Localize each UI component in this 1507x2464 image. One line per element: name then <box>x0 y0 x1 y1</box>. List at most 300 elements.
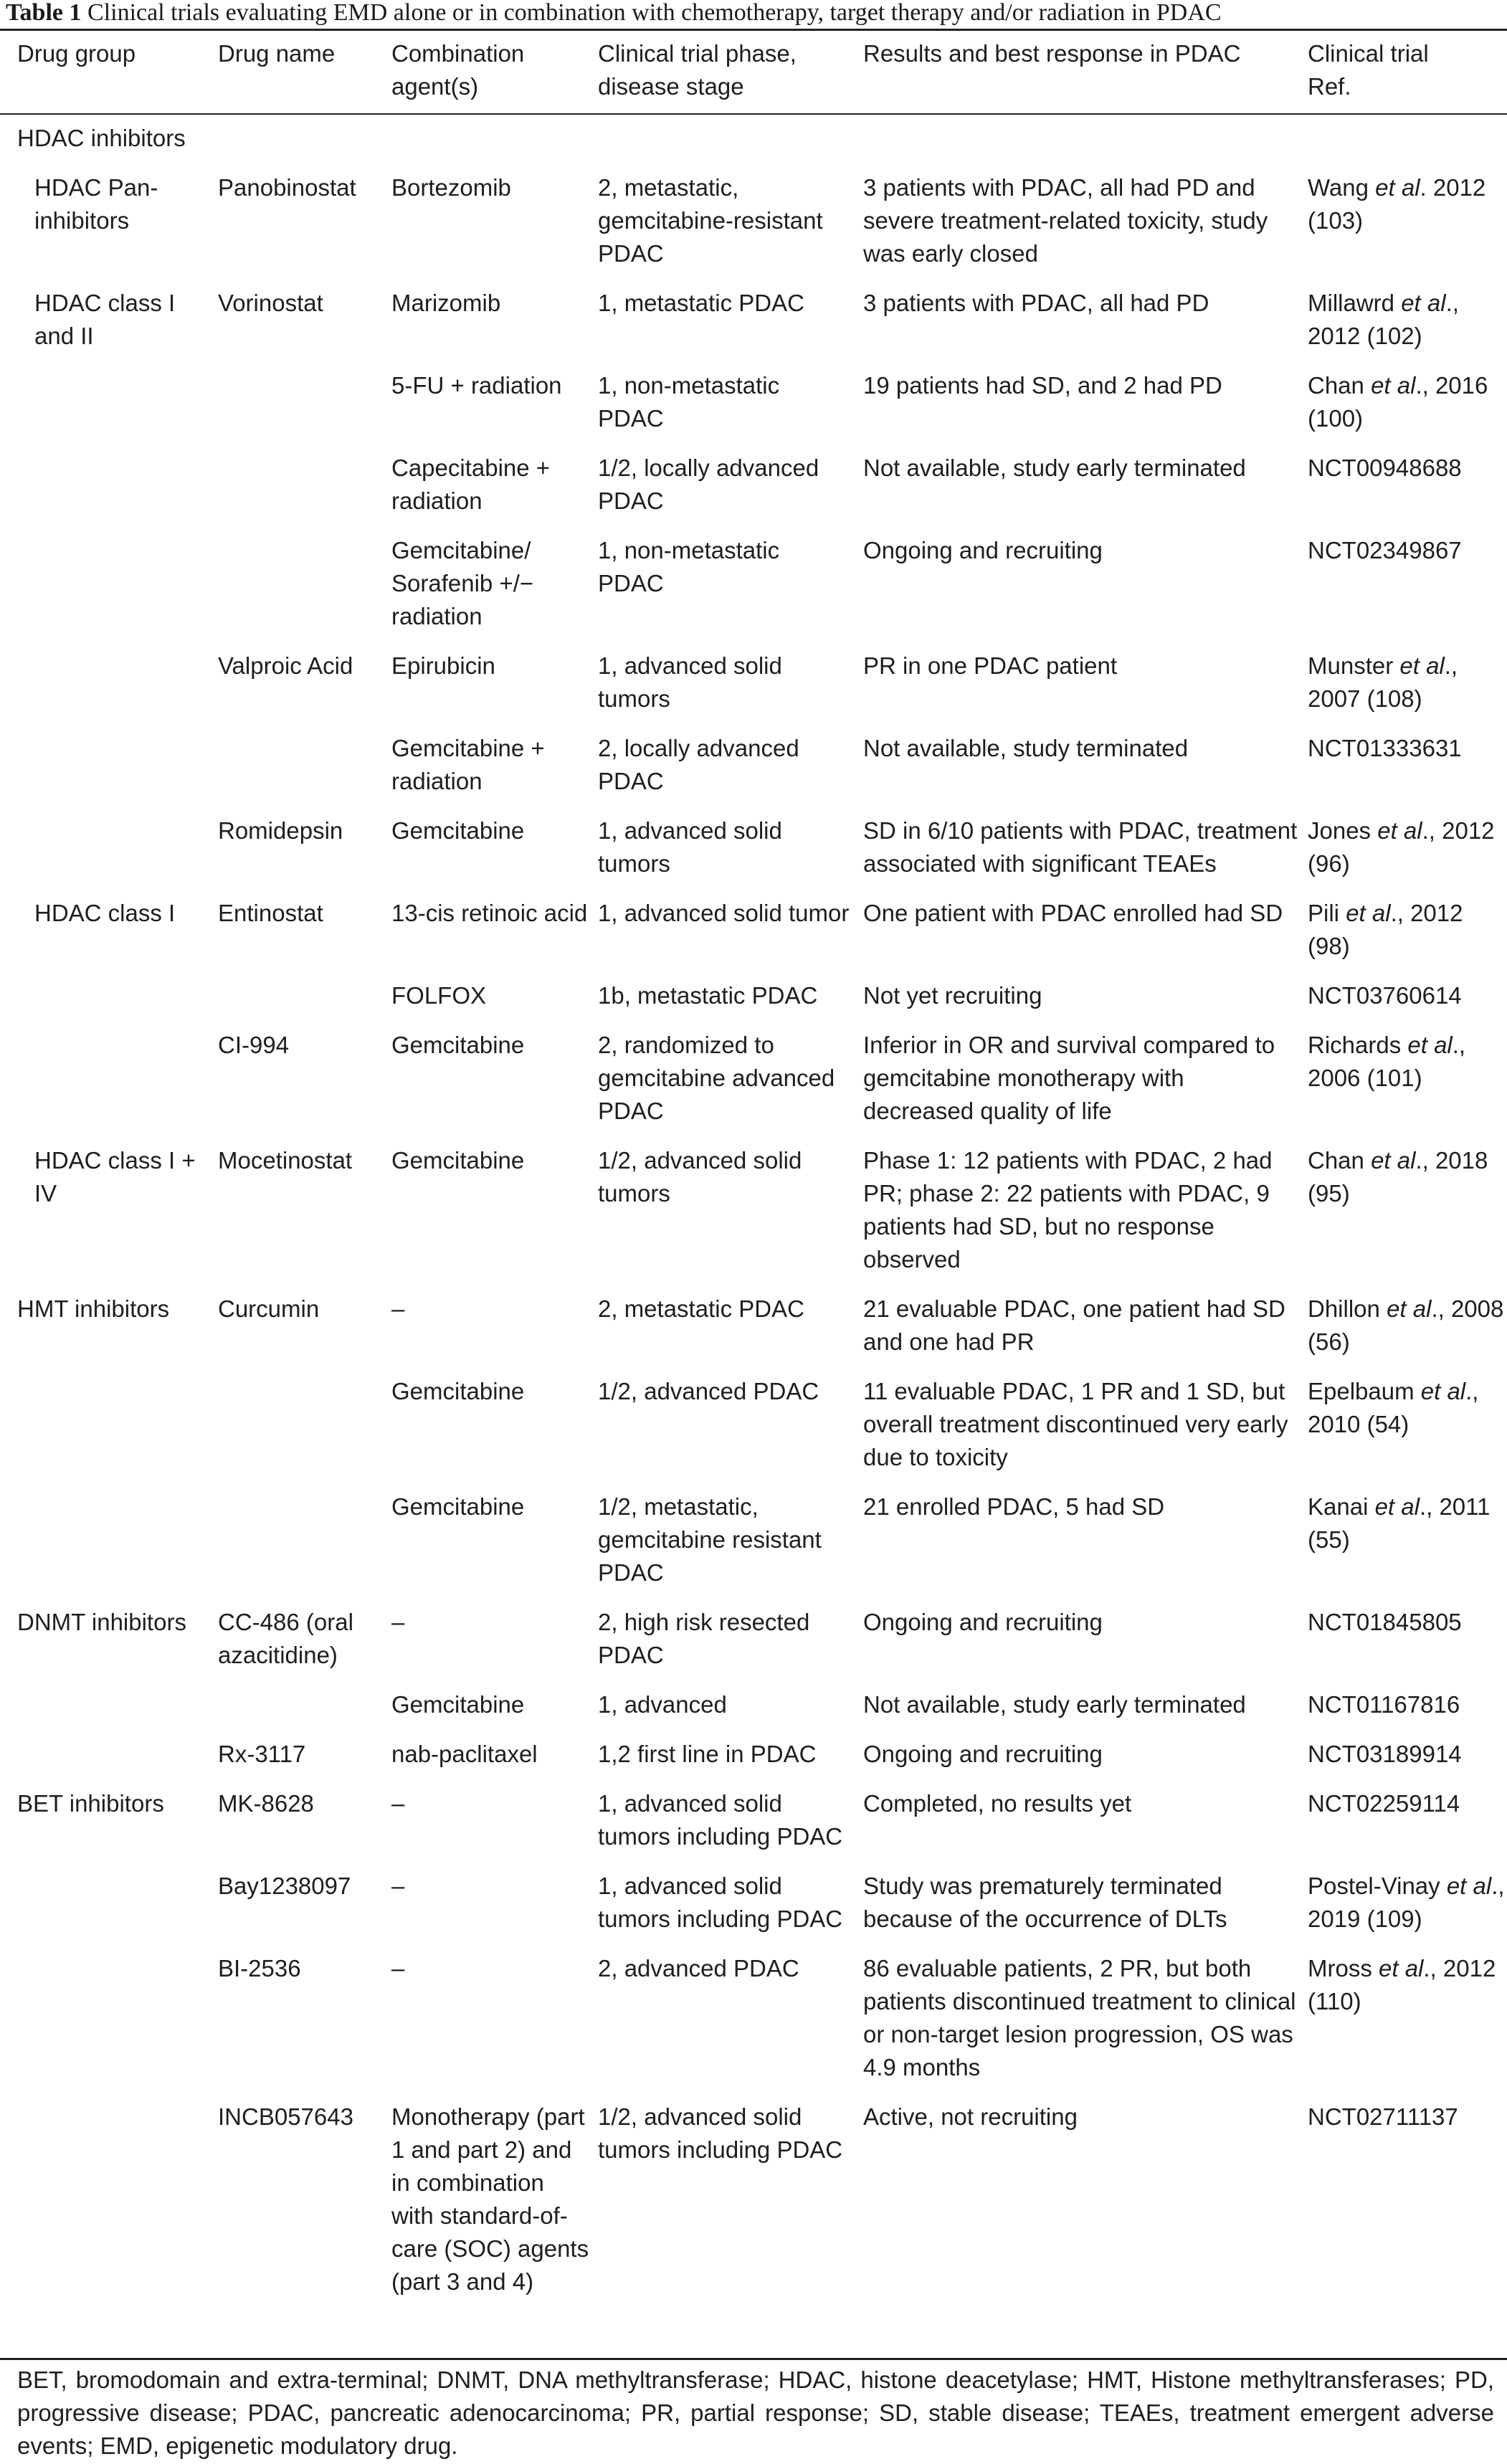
trial-ref-cell <box>1308 1870 1507 1952</box>
table-caption <box>6 0 1504 26</box>
result-text: Ongoing and recruiting <box>863 537 1103 563</box>
drug-name-cell <box>218 113 391 171</box>
drug-group-text <box>34 732 218 748</box>
trial-phase-cell <box>598 369 863 452</box>
result-cell <box>863 979 1308 1029</box>
combination-agent-cell <box>391 1787 598 1870</box>
bottom-rule <box>0 2358 1507 2360</box>
drug-group-cell <box>0 732 218 814</box>
ref-author: NCT03189914 <box>1308 1741 1462 1767</box>
column-header-trial-phase: Clinical trial phase, disease stage <box>598 40 797 100</box>
ref-author: Richards <box>1308 1032 1408 1058</box>
combination-agent-text: Gemcitabine <box>391 1493 525 1520</box>
ref-et-al: et al <box>1374 1493 1420 1520</box>
drug-name-cell <box>218 1952 391 2101</box>
trial-ref-cell <box>1308 979 1507 1029</box>
result-text: 3 patients with PDAC, all had PD and severe treatment-related toxicity, study was early closed <box>863 174 1268 267</box>
result-text: Active, not recruiting <box>863 2103 1078 2130</box>
combination-agent-text: Gemcitabine <box>391 817 525 844</box>
drug-group-text <box>34 979 218 996</box>
drug-group-text <box>34 452 218 468</box>
drug-name-cell <box>218 1293 391 1375</box>
ref-year: ., 2006 (101) <box>1308 1032 1466 1091</box>
combination-agent-cell <box>391 650 598 732</box>
table-row <box>0 113 1507 171</box>
trial-ref-cell <box>1308 1144 1507 1293</box>
result-text: 11 evaluable PDAC, 1 PR and 1 SD, but overall treatment discontinued very early due to toxicity <box>863 1378 1288 1470</box>
drug-group-text <box>34 369 218 386</box>
drug-group-text <box>17 1870 218 1886</box>
ref-author: NCT03760614 <box>1308 982 1462 1009</box>
trial-phase-cell <box>598 1606 863 1688</box>
result-cell <box>863 1738 1308 1787</box>
table-row <box>0 1144 1507 1293</box>
column-header-drug-name: Drug name <box>218 40 336 67</box>
drug-group-text <box>17 1375 218 1392</box>
combination-agent-text: 5-FU + radiation <box>391 372 562 399</box>
trial-phase-text: 2, metastatic, gemcitabine-resistant PDAC <box>598 174 823 267</box>
combination-agent-text: – <box>391 1609 405 1635</box>
table-row <box>0 1738 1507 1787</box>
table-row <box>0 1606 1507 1688</box>
trial-phase-cell <box>598 534 863 650</box>
drug-group-cell <box>0 113 218 171</box>
trial-phase-text: 1, advanced <box>598 1691 727 1718</box>
trial-phase-text: 1/2, advanced solid tumors <box>598 1147 802 1207</box>
drug-group-cell <box>0 1144 218 1293</box>
table-row <box>0 2101 1507 2315</box>
table-row <box>0 814 1507 897</box>
drug-name-text: MK-8628 <box>218 1790 314 1817</box>
result-cell <box>863 1606 1308 1688</box>
combination-agent-cell <box>391 369 598 452</box>
table-row <box>0 287 1507 369</box>
result-text: SD in 6/10 patients with PDAC, treatment associated with significant TEAEs <box>863 817 1298 877</box>
drug-group-text <box>34 1029 218 1045</box>
result-cell <box>863 452 1308 534</box>
table-title: Clinical trials evaluating EMD alone or in combination with chemotherapy, target therapy and/or radiation in PDAC <box>87 0 1222 26</box>
result-text: Inferior in OR and survival compared to gemcitabine monotherapy with decreased quality of life <box>863 1032 1275 1124</box>
trial-ref-cell <box>1308 534 1507 650</box>
ref-author: Wang <box>1308 174 1376 201</box>
combination-agent-cell <box>391 1606 598 1688</box>
drug-name-text <box>218 369 391 386</box>
combination-agent-cell <box>391 1375 598 1490</box>
drug-name-text <box>218 534 391 551</box>
ref-et-al: et al <box>1401 290 1446 316</box>
drug-group-text: HDAC class I + IV <box>34 1147 196 1207</box>
ref-author: NCT02259114 <box>1308 1790 1460 1817</box>
drug-name-text: Romidepsin <box>218 817 343 844</box>
drug-name-cell <box>218 1144 391 1293</box>
combination-agent-text: Gemcitabine/ Sorafenib +/− radiation <box>391 537 534 629</box>
trial-phase-text: 1, non-metastatic PDAC <box>598 372 780 432</box>
result-cell <box>863 814 1308 897</box>
combination-agent-cell <box>391 452 598 534</box>
trial-phase-cell <box>598 1688 863 1738</box>
trial-phase-cell <box>598 171 863 287</box>
table-row <box>0 1870 1507 1952</box>
drug-name-text: Panobinostat <box>218 174 356 201</box>
drug-name-cell <box>218 650 391 732</box>
trial-phase-text: 1/2, advanced PDAC <box>598 1378 819 1404</box>
ref-year: ., 2012 (102) <box>1308 290 1459 349</box>
combination-agent-cell <box>391 814 598 897</box>
result-cell <box>863 369 1308 452</box>
drug-name-cell <box>218 369 391 452</box>
trial-phase-cell <box>598 1952 863 2101</box>
result-cell <box>863 897 1308 979</box>
drug-name-cell <box>218 2101 391 2315</box>
ref-author: NCT00948688 <box>1308 455 1462 481</box>
result-text: PR in one PDAC patient <box>863 652 1118 679</box>
trial-phase-text: 1, advanced solid tumors including PDAC <box>598 1873 843 1932</box>
result-cell <box>863 1375 1308 1490</box>
drug-name-cell <box>218 1490 391 1606</box>
ref-author: Chan <box>1308 372 1371 399</box>
trial-phase-text: 1/2, advanced solid tumors including PDAC <box>598 2103 843 2163</box>
result-text: 3 patients with PDAC, all had PD <box>863 290 1209 316</box>
result-cell <box>863 171 1308 287</box>
combination-agent-text: Capecitabine + radiation <box>391 455 551 514</box>
drug-group-cell <box>0 1688 218 1738</box>
drug-name-cell <box>218 814 391 897</box>
trial-phase-cell <box>598 650 863 732</box>
trial-phase-text: 1, advanced solid tumors including PDAC <box>598 1790 843 1850</box>
drug-name-cell <box>218 1606 391 1688</box>
drug-group-cell <box>0 1490 218 1606</box>
result-text: 21 evaluable PDAC, one patient had SD and one had PR <box>863 1295 1285 1355</box>
combination-agent-cell <box>391 2101 598 2315</box>
drug-group-text: HDAC class I and II <box>34 290 176 349</box>
combination-agent-text: – <box>391 1955 405 1982</box>
ref-et-al: et al <box>1407 1032 1453 1058</box>
combination-agent-cell <box>391 287 598 369</box>
trial-phase-cell <box>598 452 863 534</box>
table-row <box>0 369 1507 452</box>
drug-group-text: BET inhibitors <box>17 1790 164 1817</box>
combination-agent-cell <box>391 1029 598 1144</box>
drug-name-cell <box>218 287 391 369</box>
result-cell <box>863 1490 1308 1606</box>
combination-agent-cell <box>391 1490 598 1606</box>
table-row <box>0 979 1507 1029</box>
column-header-drug-group: Drug group <box>17 40 136 67</box>
drug-group-cell <box>0 2101 218 2315</box>
table-row <box>0 534 1507 650</box>
trial-phase-cell <box>598 113 863 171</box>
ref-author: Epelbaum <box>1308 1378 1421 1404</box>
trial-ref-cell <box>1308 1688 1507 1738</box>
drug-name-text: INCB057643 <box>218 2103 353 2130</box>
drug-group-text <box>34 650 218 666</box>
trial-phase-text: 2, randomized to gemcitabine advanced PDAC <box>598 1032 835 1124</box>
ref-author: Dhillon <box>1308 1295 1387 1322</box>
drug-name-cell <box>218 1688 391 1738</box>
drug-group-text <box>17 1490 218 1507</box>
result-cell <box>863 1144 1308 1293</box>
drug-name-text: Mocetinostat <box>218 1147 353 1174</box>
trial-ref-cell <box>1308 287 1507 369</box>
trial-ref-cell <box>1308 814 1507 897</box>
table-row <box>0 1490 1507 1606</box>
trial-phase-text: 2, advanced PDAC <box>598 1955 799 1982</box>
table-row <box>0 650 1507 732</box>
trial-phase-cell <box>598 2101 863 2315</box>
result-cell <box>863 1293 1308 1375</box>
drug-name-text <box>218 732 391 748</box>
combination-agent-text: FOLFOX <box>391 982 487 1009</box>
trial-phase-text: 2, locally advanced PDAC <box>598 735 799 794</box>
trial-ref-cell <box>1308 171 1507 287</box>
combination-agent-text: – <box>391 1790 405 1817</box>
ref-author: Chan <box>1308 1147 1371 1174</box>
ref-et-al: et al <box>1399 652 1445 679</box>
combination-agent-text: Monotherapy (part 1 and part 2) and in combination with standard-of-care (SOC) agents (part 3 and 4) <box>391 2103 589 2295</box>
table-row <box>0 897 1507 979</box>
trial-phase-text <box>598 113 863 138</box>
trial-ref-cell <box>1308 1787 1507 1870</box>
ref-author: Mross <box>1308 1955 1379 1982</box>
combination-agent-text: Epirubicin <box>391 652 495 679</box>
result-text: 19 patients had SD, and 2 had PD <box>863 372 1222 399</box>
result-cell <box>863 1029 1308 1144</box>
drug-group-text <box>17 1952 218 1969</box>
result-text: 86 evaluable patients, 2 PR, but both patients discontinued treatment to clinical or non-target lesion progression, OS was 4.9 months <box>863 1955 1296 2080</box>
drug-name-cell <box>218 732 391 814</box>
drug-group-text <box>17 1738 218 1754</box>
ref-year: ., 2007 (108) <box>1308 652 1458 712</box>
column-header-combination-agents: Combination agent(s) <box>391 40 525 100</box>
ref-et-al: et al <box>1379 1955 1424 1982</box>
table-row <box>0 1688 1507 1738</box>
result-text: Phase 1: 12 patients with PDAC, 2 had PR; phase 2: 22 patients with PDAC, 9 patients had SD, but no response observed <box>863 1147 1273 1273</box>
drug-name-text <box>218 1490 391 1507</box>
drug-name-cell <box>218 1375 391 1490</box>
ref-et-al: et al <box>1371 372 1416 399</box>
drug-group-cell <box>0 1738 218 1787</box>
ref-et-al: et al <box>1420 1378 1466 1404</box>
ref-year: ., 2016 (100) <box>1308 372 1488 432</box>
drug-group-text: DNMT inhibitors <box>17 1609 186 1635</box>
table-row <box>0 732 1507 814</box>
combination-agent-text: Gemcitabine + radiation <box>391 735 545 794</box>
result-text: Not available, study early terminated <box>863 455 1246 481</box>
result-cell <box>863 1787 1308 1870</box>
result-text: Study was prematurely terminated because of the occurrence of DLTs <box>863 1873 1227 1932</box>
trial-ref-cell <box>1308 113 1507 171</box>
combination-agent-text: – <box>391 1295 405 1322</box>
drug-group-cell <box>0 1787 218 1870</box>
table-row <box>0 1787 1507 1870</box>
table-body <box>0 113 1507 2315</box>
trial-phase-text: 1/2, locally advanced PDAC <box>598 455 819 514</box>
drug-group-text <box>34 814 218 831</box>
drug-name-text: Bay1238097 <box>218 1873 351 1899</box>
combination-agent-text: 13-cis retinoic acid <box>391 900 588 926</box>
trial-ref-cell <box>1308 650 1507 732</box>
drug-group-text: HDAC class I <box>34 900 176 926</box>
combination-agent-cell <box>391 1144 598 1293</box>
table-label: Table 1 <box>6 0 82 26</box>
drug-group-text <box>17 2101 218 2117</box>
trial-ref-cell <box>1308 1952 1507 2101</box>
combination-agent-text: Gemcitabine <box>391 1378 525 1404</box>
trial-phase-cell <box>598 287 863 369</box>
drug-group-text: HDAC inhibitors <box>17 125 186 151</box>
ref-author: NCT01333631 <box>1308 735 1462 761</box>
drug-group-cell <box>0 650 218 732</box>
table-row <box>0 1293 1507 1375</box>
combination-agent-text <box>391 113 598 138</box>
trial-phase-cell <box>598 897 863 979</box>
drug-name-cell <box>218 979 391 1029</box>
drug-name-text: Valproic Acid <box>218 652 353 679</box>
trial-ref-cell <box>1308 452 1507 534</box>
table-footnote: BET, bromodomain and extra-terminal; DNMT, DNA methyltransferase; HDAC, histone deacetylase; HMT, Histone methyltransferases; PD, progressive disease; PDAC, pancreatic adenocarcinoma; PR, partial response; SD, stable disease; TEAEs, treatment emergent adverse events; EMD, epigenetic modulatory drug. <box>17 2367 1494 2459</box>
trial-phase-cell <box>598 1787 863 1870</box>
result-cell <box>863 113 1308 171</box>
drug-name-text: Curcumin <box>218 1295 320 1322</box>
ref-author: Millawrd <box>1308 290 1402 316</box>
combination-agent-text: nab-paclitaxel <box>391 1741 538 1767</box>
ref-author: Pili <box>1308 900 1346 926</box>
trial-phase-cell <box>598 1144 863 1293</box>
result-text: One patient with PDAC enrolled had SD <box>863 900 1283 926</box>
combination-agent-text: – <box>391 1873 405 1899</box>
ref-et-al: et al <box>1371 1147 1416 1174</box>
drug-group-cell <box>0 897 218 979</box>
drug-name-cell <box>218 1738 391 1787</box>
drug-name-text <box>218 1688 391 1705</box>
table-header <box>0 31 1507 113</box>
result-cell <box>863 732 1308 814</box>
result-cell <box>863 534 1308 650</box>
ref-year: ., 2012 (96) <box>1308 817 1495 877</box>
ref-et-al: et al <box>1446 1873 1492 1899</box>
trial-phase-text: 1/2, metastatic, gemcitabine resistant PDAC <box>598 1493 822 1586</box>
ref-year: ., 2012 (110) <box>1308 1955 1496 2015</box>
combination-agent-cell <box>391 1870 598 1952</box>
drug-group-cell <box>0 1952 218 2101</box>
ref-year: ., 2010 (54) <box>1308 1378 1479 1437</box>
ref-year: ., 2012 (98) <box>1308 900 1463 959</box>
combination-agent-cell <box>391 979 598 1029</box>
drug-group-cell <box>0 534 218 650</box>
trial-phase-text: 1,2 first line in PDAC <box>598 1741 817 1767</box>
ref-et-al: et al <box>1387 1295 1432 1322</box>
trial-phase-cell <box>598 1738 863 1787</box>
combination-agent-cell <box>391 534 598 650</box>
combination-agent-text: Bortezomib <box>391 174 511 201</box>
trial-ref-cell <box>1308 732 1507 814</box>
drug-group-cell <box>0 452 218 534</box>
combination-agent-text: Gemcitabine <box>391 1032 525 1058</box>
result-cell <box>863 1688 1308 1738</box>
drug-name-text: Vorinostat <box>218 290 323 316</box>
result-cell <box>863 287 1308 369</box>
trial-phase-text: 1, metastatic PDAC <box>598 290 804 316</box>
combination-agent-text: Gemcitabine <box>391 1147 525 1174</box>
column-header-trial-ref: Clinical trial Ref. <box>1308 40 1429 100</box>
drug-group-text <box>17 1688 218 1705</box>
trial-phase-cell <box>598 1375 863 1490</box>
trial-phase-text: 1, non-metastatic PDAC <box>598 537 780 596</box>
drug-group-cell <box>0 287 218 369</box>
drug-group-cell <box>0 1375 218 1490</box>
table-row <box>0 1375 1507 1490</box>
drug-group-cell <box>0 814 218 897</box>
drug-group-cell <box>0 369 218 452</box>
drug-group-cell <box>0 1029 218 1144</box>
drug-group-cell <box>0 1870 218 1952</box>
ref-author: NCT01167816 <box>1308 1691 1460 1718</box>
drug-name-text <box>218 1375 391 1392</box>
drug-name-text <box>218 113 391 138</box>
result-text: Not available, study terminated <box>863 735 1189 761</box>
trial-ref-cell <box>1308 1293 1507 1375</box>
table-row <box>0 171 1507 287</box>
trial-ref-cell <box>1308 1490 1507 1606</box>
drug-name-cell <box>218 1870 391 1952</box>
combination-agent-cell <box>391 1293 598 1375</box>
drug-group-cell <box>0 1606 218 1688</box>
drug-name-cell <box>218 897 391 979</box>
result-cell <box>863 650 1308 732</box>
drug-name-cell <box>218 1787 391 1870</box>
result-cell <box>863 1870 1308 1952</box>
drug-name-text <box>218 979 391 996</box>
trial-ref-cell <box>1308 1375 1507 1490</box>
trial-ref-cell <box>1308 1029 1507 1144</box>
ref-et-al: et al <box>1346 900 1391 926</box>
combination-agent-cell <box>391 897 598 979</box>
combination-agent-cell <box>391 113 598 171</box>
trials-table <box>0 31 1507 2315</box>
result-text: Ongoing and recruiting <box>863 1741 1103 1767</box>
ref-author: Munster <box>1308 652 1400 679</box>
drug-group-cell <box>0 171 218 287</box>
drug-group-text <box>34 534 218 551</box>
drug-name-text: Entinostat <box>218 900 323 926</box>
ref-author: NCT02711137 <box>1308 2103 1458 2130</box>
trial-ref-cell <box>1308 369 1507 452</box>
trial-phase-cell <box>598 1490 863 1606</box>
ref-year: . 2012 (103) <box>1308 174 1486 234</box>
ref-author: Jones <box>1308 817 1378 844</box>
drug-name-text: BI-2536 <box>218 1955 301 1982</box>
ref-year: ., 2008 (56) <box>1308 1295 1504 1355</box>
trial-phase-text: 2, high risk resected PDAC <box>598 1609 810 1668</box>
drug-name-cell <box>218 452 391 534</box>
drug-name-cell <box>218 171 391 287</box>
trial-phase-cell <box>598 979 863 1029</box>
drug-name-text: Rx-3117 <box>218 1741 306 1767</box>
combination-agent-cell <box>391 1952 598 2101</box>
table-row <box>0 1952 1507 2101</box>
ref-et-al: et al <box>1377 817 1422 844</box>
ref-author: NCT02349867 <box>1308 537 1462 563</box>
combination-agent-text: Marizomib <box>391 290 501 316</box>
combination-agent-cell <box>391 171 598 287</box>
result-text: Completed, no results yet <box>863 1790 1132 1817</box>
trial-phase-text: 1b, metastatic PDAC <box>598 982 818 1009</box>
drug-name-cell <box>218 534 391 650</box>
drug-group-text: HMT inhibitors <box>17 1295 170 1322</box>
result-text: 21 enrolled PDAC, 5 had SD <box>863 1493 1165 1520</box>
trial-phase-text: 1, advanced solid tumor <box>598 900 850 926</box>
trial-phase-cell <box>598 1029 863 1144</box>
